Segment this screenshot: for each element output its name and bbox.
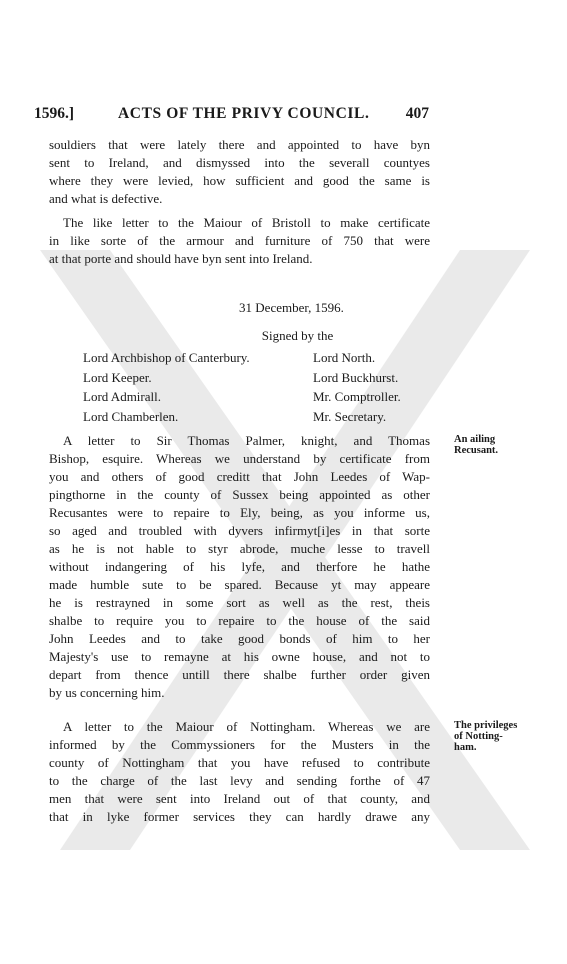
margin-note-line: Recusant. (454, 445, 499, 456)
header-year: 1596.] (34, 105, 75, 122)
text-line: you and others of good creditt that John Leedes of Wap- (49, 469, 430, 484)
margin-note-privileges-nottingham (454, 720, 564, 753)
text-line: A letter to the Maiour of Nottingham. Whereas we are (63, 719, 430, 734)
paragraph-bristoll-letter (49, 214, 430, 268)
text-line: Recusantes were to repaire to Ely, being, as you informe us, (49, 505, 430, 520)
text-line: The like letter to the Maiour of Bristoll to make certificate (63, 215, 430, 230)
paragraph-continued (49, 136, 430, 208)
text-line: and what is defective. (49, 191, 163, 206)
signer: Lord Keeper. (83, 369, 152, 385)
signer: Mr. Comptroller. (313, 389, 401, 404)
text-line: so aged and troubled with dyvers infirmyt[i]es in that sorte (49, 523, 430, 538)
margin-note-line: ham. (454, 742, 477, 753)
text-line: Majesty's use to remayne at his owne house, and not to (49, 649, 430, 664)
text-line: depart from thence untill there shalbe further order given (49, 667, 430, 682)
signers-left-column (83, 348, 250, 426)
signer: Mr. Secretary. (313, 408, 387, 424)
margin-note-ailing-recusant (454, 434, 564, 456)
text-line: pingthorne in the county of Sussex being appointed as other (49, 487, 430, 502)
signed-by-text: Signed by the (261, 328, 334, 343)
paragraph-nottingham-letter (49, 718, 430, 826)
text-line: without indangering of his lyfe, and therfore he hathe (49, 559, 430, 574)
text-line: sent to Ireland, and dismyssed into the severall countyes (49, 155, 430, 170)
running-head (34, 105, 429, 127)
signed-by-heading (0, 328, 567, 344)
text-line: shalbe to require you to repaire to the house of the said (49, 613, 430, 628)
margin-note-line: An ailing (454, 434, 496, 445)
text-line: made humble sute to be spared. Because yt may appeare (49, 577, 430, 592)
margin-note-line: The privileges (454, 720, 518, 731)
text-line: at that porte and should have byn sent into Ireland. (49, 251, 313, 266)
header-title: ACTS OF THE PRIVY COUNCIL. (118, 105, 370, 122)
meeting-date (0, 300, 567, 316)
text-line: to the charge of the last levy and sending forthe of 47 (49, 773, 430, 788)
text-line: as he is not hable to styr abrode, muche lesse to travell (49, 541, 430, 556)
text-line: informed by the Commyssioners for the Musters in the (49, 737, 430, 752)
text-line: in like sorte of the armour and furniture of 750 that were (49, 233, 430, 248)
text-line: A letter to Sir Thomas Palmer, knight, and Thomas (63, 433, 430, 448)
signer: Lord Buckhurst. (313, 369, 399, 385)
text-line: John Leedes and to take good bonds of him to her (49, 631, 430, 646)
margin-note-line: of Notting- (454, 731, 503, 742)
signer: Lord Archbishop of Canterbury. (83, 350, 250, 365)
text-line: that in lyke former services they can hardly drawe any (49, 809, 430, 824)
signer: Lord North. (313, 350, 376, 365)
page-number: 407 (405, 105, 429, 122)
paragraph-palmer-letter (49, 432, 430, 702)
text-line: by us concerning him. (49, 685, 165, 700)
text-line: Bishop, esquire. Whereas we understand by certificate from (49, 451, 430, 466)
signer: Lord Chamberlen. (83, 408, 179, 424)
signers-right-column (313, 348, 401, 426)
text-line: he is restrayned in some sort as well as the rest, theis (49, 595, 430, 610)
meeting-date-text: 31 December, 1596. (239, 300, 344, 315)
text-line: souldiers that were lately there and appointed to have byn (49, 137, 430, 152)
text-line: where they were levied, how sufficient and good the same is (49, 173, 430, 188)
signer: Lord Admirall. (83, 389, 161, 404)
text-line: county of Nottingham that you have refused to contribute (49, 755, 430, 770)
text-line: men that were sent into Ireland out of that county, and (49, 791, 430, 806)
